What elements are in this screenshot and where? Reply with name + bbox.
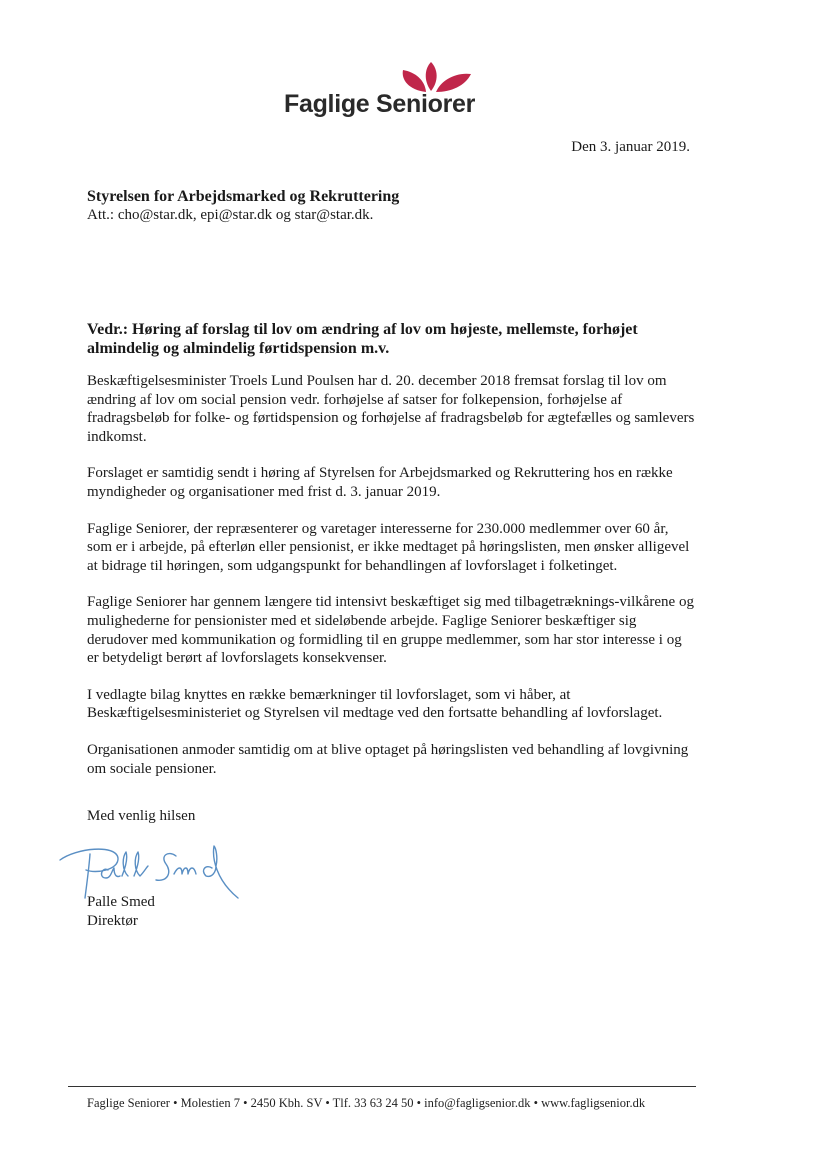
recipient-organization: Styrelsen for Arbejdsmarked og Rekruttering <box>87 188 400 205</box>
footer-contact: Faglige Seniorer • Molestien 7 • 2450 Kbh. SV • Tlf. 33 63 24 50 • info@fagligsenior.dk • www.fagligsenior.dk <box>87 1096 646 1110</box>
paragraph: I vedlagte bilag knyttes en række bemærkninger til lovforslaget, som vi håber, at Beskæftigelsesministeriet og Styrelsen vil medtage ved den fortsatte behandling af lovforslaget. <box>87 686 663 722</box>
signer-name: Palle Smed <box>87 894 155 910</box>
paragraph: Organisationen anmoder samtidig om at blive optaget på høringslisten ved behandling af lovgivning om sociale pensioner. <box>87 741 689 777</box>
recipient-block <box>87 187 399 225</box>
letter-date: Den 3. januar 2019. <box>571 139 690 155</box>
logo <box>284 60 504 122</box>
paragraph: Faglige Seniorer har gennem længere tid intensivt beskæftiget sig med tilbagetræknings-vilkårene og mulighederne for pensionister med et sideløbende arbejde. Faglige Seniorer beskæftiger sig derudover med kommunikation og formidling til en gruppe medlemmer, som har stor interesse i og er betydeligt berørt af lovforslagets konsekvenser. <box>87 594 694 667</box>
signer-block <box>87 893 155 930</box>
paragraph: Forslaget er samtidig sendt i høring af Styrelsen for Arbejdsmarked og Rekruttering hos en række myndigheder og organisationer med frist d. 3. januar 2019. <box>87 465 673 500</box>
signer-title: Direktør <box>87 912 138 929</box>
subject-line: Vedr.: Høring af forslag til lov om ændring af lov om højeste, mellemste, forhøjet almindelig og almindelig førtidspension m.v. <box>87 321 638 357</box>
footer-divider <box>68 1086 696 1087</box>
recipient-attention: Att.: cho@star.dk, epi@star.dk og star@star.dk. <box>87 207 374 223</box>
paragraph: Beskæftigelsesminister Troels Lund Poulsen har d. 20. december 2018 fremsat forslag til lov om ændring af lov om social pension vedr. forhøjelse af satser for folkepension, forhøjelse af fradragsbeløb for folke- og førtidspension og forhøjelse af fradragsbeløb for ægtefælles og samlevers indkomst. <box>87 373 695 445</box>
letter-body <box>87 372 697 796</box>
logo-text: Faglige Seniorer <box>284 90 476 118</box>
paragraph: Faglige Seniorer, der repræsenterer og varetager interesserne for 230.000 medlemmer over 60 år, som er i arbejde, på efterløn eller pensionist, er ikke medtaget på høringslisten, men ønsker alligevel at bidrage til høringen, som udgangspunkt for behandlingen af lovforslaget i folketinget. <box>87 520 690 574</box>
leaves-icon <box>401 60 487 94</box>
closing-greeting: Med venlig hilsen <box>87 808 196 824</box>
